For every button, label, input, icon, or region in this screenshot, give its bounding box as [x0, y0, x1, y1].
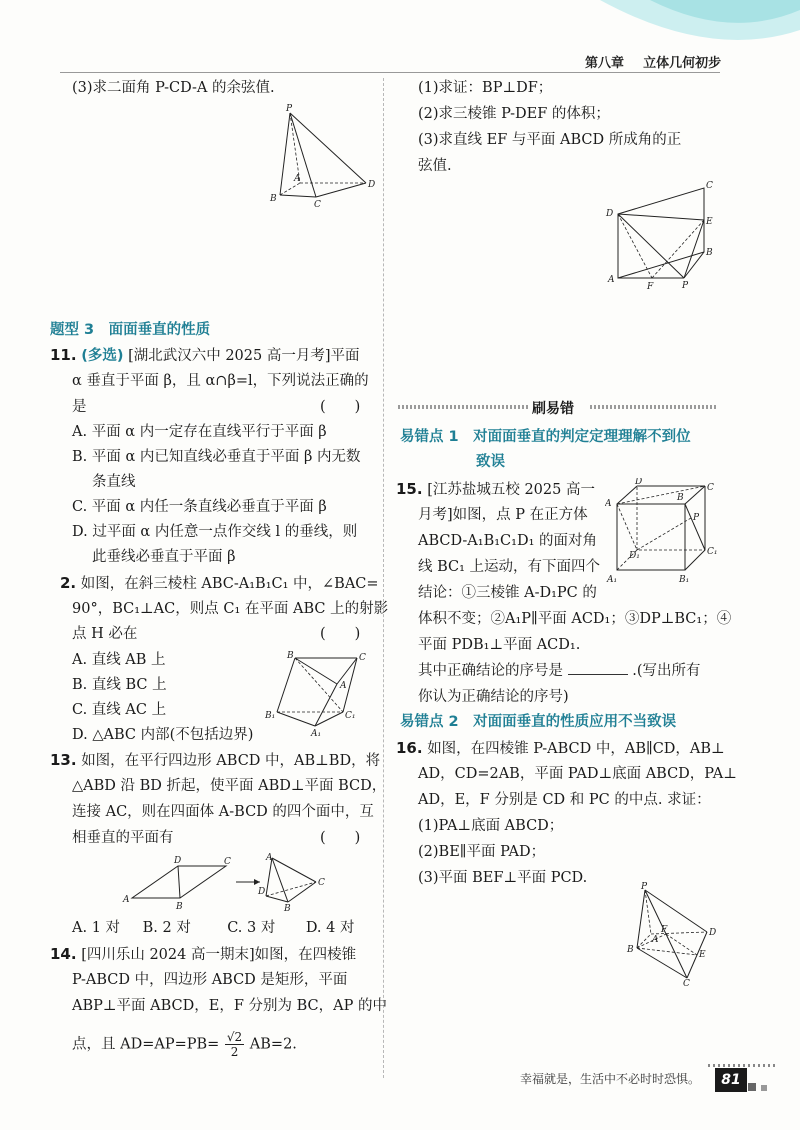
- q12-option-c: C. 直线 AC 上: [72, 702, 167, 718]
- svg-text:F: F: [647, 282, 654, 292]
- q14-line2: P-ABCD 中，四边形 ABCD 是矩形，平面: [72, 972, 348, 988]
- q14-part1: (1)求证：BP⊥DF；: [418, 80, 553, 96]
- q11-number: 11.: [50, 346, 77, 364]
- svg-text:C₁: C₁: [345, 711, 356, 721]
- error-point-1-title-cont: 致误: [476, 454, 505, 470]
- q12-text1: 如图，在斜三棱柱 ABC-A₁B₁C₁ 中，∠BAC=: [80, 576, 379, 592]
- q13-text1: 如图，在平行四边形 ABCD 中，AB⊥BD，将: [81, 753, 381, 769]
- q13-line1: [50, 748, 380, 773]
- svg-text:D: D: [174, 856, 182, 866]
- figure-pyramid-q16: [625, 882, 720, 987]
- svg-text:D₁: D₁: [629, 551, 640, 561]
- q13-number: 13.: [50, 751, 77, 769]
- svg-text:C: C: [224, 857, 231, 867]
- svg-text:C: C: [359, 653, 366, 663]
- svg-text:C: C: [318, 878, 325, 888]
- q14-line1: [50, 942, 356, 967]
- svg-text:A: A: [294, 174, 301, 184]
- q15-number: 15.: [396, 480, 423, 498]
- q16-text1: 如图，在四棱锥 P-ABCD 中，AB∥CD，AB⊥: [427, 741, 725, 757]
- svg-text:A: A: [605, 499, 612, 509]
- svg-text:E: E: [706, 217, 713, 227]
- svg-text:D: D: [368, 180, 376, 190]
- q16-part1: (1)PA⊥底面 ABCD；: [418, 818, 564, 834]
- q13-answer-paren: ( ): [320, 830, 361, 846]
- q11-option-b-line1: B. 平面 α 内已知直线必垂直于平面 β 内无数: [72, 449, 361, 465]
- q15-text8b: .(写出所有: [632, 663, 701, 679]
- q12-line2: 90°，BC₁⊥AC，则点 C₁ 在平面 ABC 上的射影: [72, 601, 389, 617]
- footer-dots: [708, 1064, 778, 1067]
- svg-text:B: B: [176, 902, 183, 912]
- q11-option-b-line2: 条直线: [92, 474, 136, 490]
- q16-part2: (2)BE∥平面 PAD；: [418, 844, 546, 860]
- q14-line4: [72, 1030, 297, 1059]
- svg-text:P: P: [693, 513, 700, 523]
- q12-line1: [60, 571, 379, 596]
- q15-line5: 结论：①三棱锥 A-D₁PC 的: [418, 585, 597, 601]
- svg-text:B: B: [627, 945, 634, 955]
- svg-text:A₁: A₁: [311, 729, 322, 738]
- q14-line3: ABP⊥平面 ABCD，E，F 分别为 BC，AP 的中: [72, 998, 387, 1014]
- column-divider: [383, 78, 384, 1078]
- q15-text8a: 其中正确结论的序号是: [418, 663, 563, 679]
- q14-text4b: AB=2.: [249, 1036, 297, 1053]
- svg-text:F: F: [661, 925, 668, 935]
- q16-number: 16.: [396, 739, 423, 757]
- q13-line4: 相垂直的平面有: [72, 830, 174, 846]
- q16-part3: (3)平面 BEF⊥平面 PCD.: [418, 870, 588, 886]
- q14-fraction-denominator: 2: [230, 1045, 239, 1059]
- svg-text:B: B: [284, 904, 291, 912]
- banner-rule-left: [398, 405, 528, 409]
- q14-fraction: [225, 1030, 244, 1059]
- figure-oblique-prism: [265, 648, 370, 738]
- q13-line3: 连接 AC，则在四面体 A-BCD 的四个面中，互: [72, 804, 374, 820]
- error-point-2-title: 易错点 2 对面面垂直的性质应用不当致误: [400, 714, 677, 730]
- footer-motto: 幸福就是，生活中不必时时恐惧。: [520, 1072, 701, 1086]
- q15-line9: 你认为正确结论的序号): [418, 689, 569, 705]
- q15-text1: [江苏盐城五校 2025 高一: [427, 482, 595, 498]
- q15-line8: [418, 659, 701, 683]
- svg-text:A: A: [652, 935, 659, 945]
- q15-line1: [396, 477, 595, 502]
- q11-option-a: A. 平面 α 内一定存在直线平行于平面 β: [72, 424, 327, 440]
- svg-text:D: D: [635, 478, 643, 487]
- svg-text:B: B: [287, 651, 294, 661]
- section-heading-3: 题型 3 面面垂直的性质: [50, 322, 211, 338]
- svg-text:P: P: [641, 882, 648, 892]
- svg-text:B₁: B₁: [265, 711, 276, 721]
- q13-option-b: B. 2 对: [142, 920, 191, 936]
- figure-pyramid-q14: [600, 178, 725, 293]
- q12-answer-paren: ( ): [320, 626, 361, 642]
- q13-option-d: D. 4 对: [305, 920, 355, 936]
- svg-text:D: D: [709, 928, 717, 938]
- q13-line2: △ABD 沿 BD 折起，使平面 ABD⊥平面 BCD，: [72, 778, 387, 794]
- q11-tag: (多选): [81, 348, 124, 364]
- q11-line1: [湖北武汉六中 2025 高一月考]平面: [128, 348, 360, 364]
- q12-option-b: B. 直线 BC 上: [72, 677, 167, 693]
- q14-text4a: 点，且 AD=AP=PB=: [72, 1036, 220, 1053]
- q14-text1: [四川乐山 2024 高一期末]如图，在四棱锥: [81, 947, 357, 963]
- q14-part3-line2: 弦值.: [418, 158, 452, 174]
- q15-answer-blank[interactable]: [568, 660, 628, 675]
- q10-part3: (3)求二面角 P-CD-A 的余弦值.: [72, 80, 275, 96]
- svg-text:P: P: [286, 104, 293, 114]
- q11-option-c: C. 平面 α 内任一条直线必垂直于平面 β: [72, 499, 327, 515]
- svg-text:D: D: [258, 887, 266, 897]
- header-brush-decoration: [560, 0, 800, 90]
- q11-option-d-line2: 此垂线必垂直于平面 β: [92, 549, 236, 565]
- q15-line2: 月考]如图，点 P 在正方体: [418, 507, 588, 523]
- svg-text:A: A: [608, 275, 615, 285]
- q14-part3-line1: (3)求直线 EF 与平面 ABCD 所成角的正: [418, 132, 682, 148]
- q11-line2: α 垂直于平面 β，且 α∩β=l，下列说法正确的: [72, 373, 369, 389]
- svg-text:C: C: [314, 200, 321, 208]
- q12-number: 2.: [60, 574, 77, 592]
- svg-text:A: A: [266, 853, 273, 863]
- q16-line3: AD，E，F 分别是 CD 和 PC 的中点. 求证：: [418, 792, 711, 808]
- chapter-topic: 立体几何初步: [643, 56, 722, 71]
- q11: [50, 343, 360, 368]
- svg-text:B₁: B₁: [679, 575, 690, 585]
- svg-text:A: A: [340, 681, 347, 691]
- running-header: [585, 52, 721, 71]
- svg-text:C₁: C₁: [707, 547, 718, 557]
- page-number: 81: [715, 1068, 747, 1092]
- chapter-label: 第八章: [585, 56, 625, 71]
- q13-options: [72, 916, 355, 940]
- q16-line2: AD，CD=2AB，平面 PAD⊥底面 ABCD，PA⊥: [418, 766, 737, 782]
- header-rule: [60, 72, 720, 73]
- q15-line4: 线 BC₁ 上运动，有下面四个: [418, 559, 601, 575]
- section-banner: 刷易错: [532, 401, 574, 417]
- svg-text:B: B: [270, 194, 277, 204]
- svg-text:C: C: [706, 181, 713, 191]
- q12-option-d: D. △ABC 内部(不包括边界): [72, 727, 254, 743]
- q13-option-c: C. 3 对: [227, 920, 276, 936]
- q13-option-a: A. 1 对: [72, 920, 121, 936]
- svg-text:B: B: [677, 493, 684, 503]
- svg-text:B: B: [706, 248, 713, 258]
- q14-fraction-numerator: √2: [226, 1030, 243, 1044]
- figure-parallelogram-fold: [120, 852, 360, 912]
- q11-answer-paren: ( ): [320, 399, 361, 415]
- figure-cube: [605, 478, 720, 586]
- svg-text:C: C: [683, 979, 690, 987]
- q15-line3: ABCD-A₁B₁C₁D₁ 的面对角: [418, 533, 597, 549]
- q16-line1: [396, 736, 725, 761]
- q15-line7: 平面 PDB₁⊥平面 ACD₁.: [418, 637, 581, 653]
- banner-rule-right: [590, 405, 718, 409]
- svg-text:P: P: [682, 281, 689, 291]
- svg-text:D: D: [606, 209, 614, 219]
- svg-text:A: A: [123, 895, 130, 905]
- q12-option-a: A. 直线 AB 上: [72, 652, 166, 668]
- q14-part2: (2)求三棱锥 P-DEF 的体积；: [418, 106, 610, 122]
- q11-line3: 是: [72, 399, 87, 415]
- q11-option-d-line1: D. 过平面 α 内任意一点作交线 l 的垂线，则: [72, 524, 358, 540]
- footer-squares: [748, 1076, 767, 1095]
- error-point-1-title: 易错点 1 对面面垂直的判定定理理解不到位: [400, 429, 691, 445]
- svg-text:E: E: [699, 950, 706, 960]
- svg-text:C: C: [707, 483, 714, 493]
- q15-line6: 体积不变；②A₁P∥平面 ACD₁；③DP⊥BC₁；④: [418, 611, 732, 627]
- svg-text:A₁: A₁: [607, 575, 618, 585]
- q14-number: 14.: [50, 945, 77, 963]
- q12-line3: 点 H 必在: [72, 626, 138, 642]
- figure-pyramid-pcda: [268, 103, 378, 208]
